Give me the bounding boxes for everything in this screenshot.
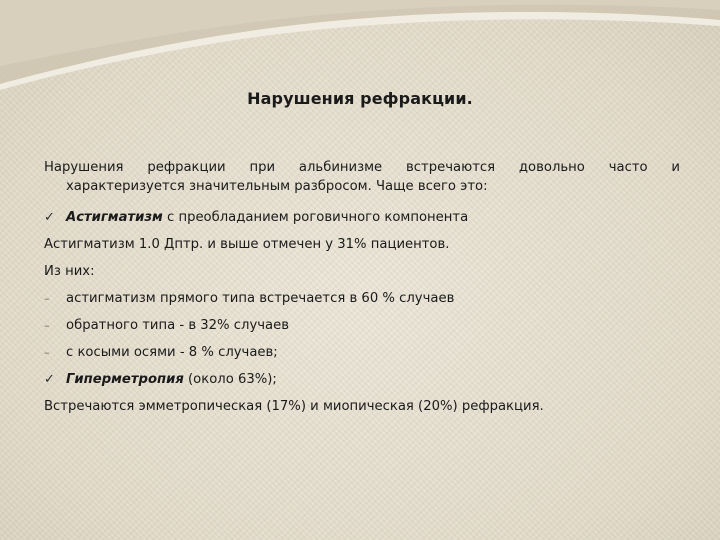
sub-item-oblique: – с косыми осями - 8 % случаев;	[44, 345, 278, 360]
slide-title: Нарушения рефракции.	[247, 89, 473, 108]
bullet-hypermetropia	[44, 366, 680, 393]
dash-icon: –	[44, 319, 50, 332]
dash-icon: –	[44, 346, 50, 359]
astigmatism-description: с преобладанием роговичного компонента	[162, 210, 469, 225]
sub-item-inverse: – обратного типа - в 32% случаев	[44, 318, 290, 333]
check-icon: ✓	[44, 372, 55, 387]
slide-body	[44, 158, 680, 420]
hypermetropia-description: (около 63%);	[183, 372, 277, 387]
of-them-label: Из них:	[44, 264, 95, 279]
check-icon: ✓	[44, 210, 55, 225]
decorative-swoosh	[0, 0, 720, 90]
hypermetropia-term: Гиперметропия	[66, 372, 184, 387]
astigmatism-stat: Астигматизм 1.0 Дптр. и выше отмечен у 31% пациентов.	[44, 237, 450, 252]
final-statement: Встречаются эмметропическая (17%) и миопическая (20%) рефракция.	[44, 399, 544, 414]
sub-item-direct: – астигматизм прямого типа встречается в 60 % случаев	[44, 291, 455, 306]
intro-line-2: характеризуется значительным разбросом. Чаще всего это:	[66, 179, 488, 194]
intro-line-1: Нарушения рефракции при альбинизме встречаются довольно часто и	[44, 160, 680, 175]
dash-icon: –	[44, 292, 50, 305]
astigmatism-term: Астигматизм	[66, 210, 163, 225]
bullet-astigmatism	[44, 204, 680, 231]
